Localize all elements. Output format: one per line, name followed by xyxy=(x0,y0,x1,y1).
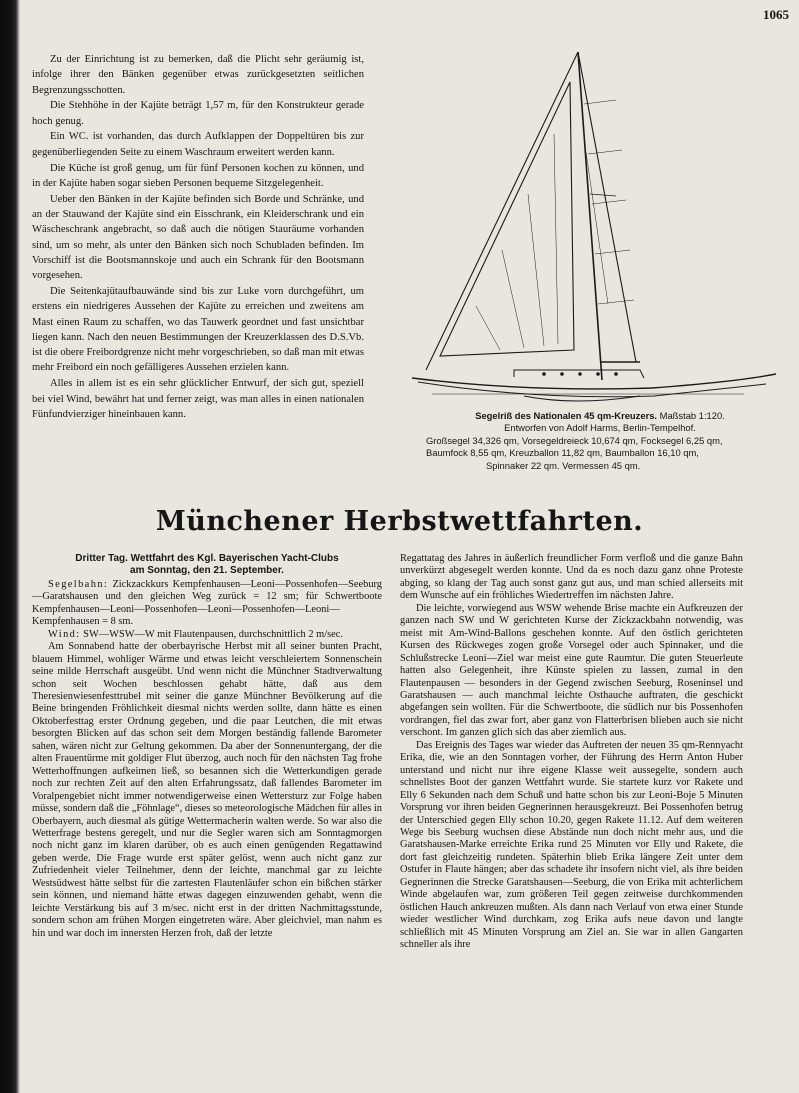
subheading-line-1: Dritter Tag. Wettfahrt des Kgl. Bayerischen Yacht-Clubs xyxy=(75,553,339,564)
paragraph: Regattatag des Jahres in äußerlich freundlicher Form verfloß und die ganze Bahn unverkürzt abgesegelt werden konnte. Und da es noch dazu ganz ohne Proteste abging, so klang der Tag auch sonst ganz gut aus, und man schied allerseits mit dem Wunsche auf ein fröhliches Wiedertreffen im nächsten Jahre. xyxy=(400,553,743,602)
wind-text: SW—WSW—W mit Flautenpausen, durchschnittlich 2 m/sec. xyxy=(80,628,343,640)
wind-paragraph xyxy=(32,629,382,641)
caption-specs xyxy=(420,435,780,472)
caption-title-line xyxy=(420,410,780,422)
course-label: Segelbahn: xyxy=(48,578,109,590)
paragraph: Die leichte, vorwiegend aus WSW wehende Brise machte ein Aufkreuzen der ganzen nach SW und W gerichteten Kurse der Zickzackbahn notwendig, was meist mit Am-Wind-Ballons geschehen konnte. Auf den östlich gerichteten Kursen des Rückweges zogen große Vorsegel oder auch Spinnaker, und die Schlußstrecke Leoni—Ziel war meist eine gute Raumtur. Die guten Steuerleute hatten also Gelegenheit, ihre Künste spielen zu lassen, zumal in den Flautenpausen — besonders in der Gegend zwischen Seeburg, Roseninsel und Garatshausen — auch manchmal leichte Osthauche auftraten, die geschickt abgefangen sein wollten. Für die Schwertboote, die südlich nur bis Possenhofen vordrangen, fiel das zwar fort, aber ganz von Flatterbrisen blieben auch sie nicht verschont. Im ganzen glich sich das aber ziemlich aus. xyxy=(400,602,743,739)
paragraph: Ueber den Bänken in der Kajüte befinden sich Borde und Schränke, und an der Stauwand der Kajüte sind ein Eisschrank, ein Kleiderschrank und ein Wäscheschrank angebracht, so daß auch die nötigen Stauräume vorhanden sind, um so mehr, als unter den Bänken sich noch Schubladen befinden. Im Vorschiff ist die Bootsmannskoje und auch ein Schrank für den Bootsmann vorgesehen. xyxy=(32,193,364,282)
wind-label: Wind: xyxy=(48,628,81,640)
subheading-line-2: am Sonntag, den 21. September. xyxy=(130,565,284,577)
paragraph: Die Stehhöhe in der Kajüte beträgt 1,57 m, für den Konstrukteur gerade hoch genug. xyxy=(32,100,364,127)
paragraph: Zu der Einrichtung ist zu bemerken, daß die Plicht sehr geräumig ist, infolge ihrer den Bänken gegenüber etwas zurückgesetzten seitlichen Begrenzungsschotten. xyxy=(32,54,364,96)
figure-caption xyxy=(420,410,780,472)
spec-line: Spinnaker 22 qm. Vermessen 45 qm. xyxy=(486,459,641,471)
article-title: Münchener Herbstwettfahrten. xyxy=(155,506,644,537)
course-paragraph xyxy=(32,579,382,629)
course-text: Zickzackkurs Kempfenhausen—Leoni—Possenhofen—Seeburg—Garatshausen und den gleichen Weg zurück = 12 sm; für Schwertboote Kempfenhausen—Leoni—Possenhofen—Leoni—Possenhofen—Leoni—Kempfenhausen = 8 sm. xyxy=(32,578,382,628)
paragraph: Die Seitenkajütaufbauwände sind bis zur Luke vorn durchgeführt, um erstens ein niedrigeres Aussehen der Kajüte zu erreichen und zweitens am Mast einen Raum zu schaffen, wo das Tauwerk geordnet und fast unsichtbar liegen kann. Nach den neuen Bestimmungen der Kreuzerklassen des D.S.Vb. ist die obere Freibordgrenze nicht mehr vorgeschrieben, so daß man mit etwas mehr Freibord ein noch gefälligeres Aussehen erzielen kann. xyxy=(32,285,364,374)
sail-plan-drawing-icon xyxy=(404,44,789,406)
article-right-column xyxy=(400,553,743,952)
spec-line: Baumfock 8,55 qm, Kreuzballon 11,82 qm, Baumballon 16,10 qm, xyxy=(426,447,699,459)
article-left-column xyxy=(32,553,382,940)
paragraph: Die Küche ist groß genug, um für fünf Personen kochen zu können, und in der Kajüte haben sogar sieben Personen bequeme Sitzgelegenheit. xyxy=(32,162,364,189)
paragraph: Ein WC. ist vorhanden, das durch Aufklappen der Doppeltüren bis zur gegenüberliegenden Seite zu einem Waschraum erweitert werden kann. xyxy=(32,131,364,158)
caption-author: Entworfen von Adolf Harms, Berlin-Tempelhof. xyxy=(504,422,696,434)
paragraph: Alles in allem ist es ein sehr glücklicher Entwurf, der sich gut, speziell bei viel Wind, bewährt hat und ferner zeigt, was man alles in einen nationalen Fünfundvierziger hineinbauen kann. xyxy=(32,378,364,420)
spec-line: Großsegel 34,326 qm, Vorsegeldreieck 10,674 qm, Focksegel 6,25 qm, xyxy=(426,434,723,446)
caption-scale: Maßstab 1:120. xyxy=(659,410,725,421)
intro-text-column xyxy=(32,52,364,423)
page-binding-shadow xyxy=(0,0,20,1093)
paragraph: Das Ereignis des Tages war wieder das Auftreten der neuen 35 qm-Rennyacht Erika, die, wie an den Sonntagen vorher, der Führung des Herrn Anton Huber unterstand und nicht nur ihre eigene Klasse weit aussegelte, sondern auch schnellstes Boot der ganzen Wettfahrt wurde. Sie startete kurz vor Rakete und Elly 6 Sekunden nach dem Schuß und hatte schon bis zur Leoni-Boje 5 Minuten Vorsprung vor ihren beiden Gegnerinnen herausgekreuzt. Bei Possenhofen betrug der Unterschied gegen Elly schon 10.20, gegen Rakete 11.12. Auf dem weiteren Wege bis Seeburg wuchsen diese Abstände nun doch nicht mehr aus, und die Garatshausen-Marke erreichte Erika rund 25 Minuten vor Elly und Rakete, die dort fast gleichzeitig rundeten. Späterhin blieb Erika längere Zeit unter dem Ostufer in Flaute hängen; aber das schadete ihr insofern nicht viel, als ihre beiden Gegnerinnen die Strecke Garatshausen—Seeburg, die von Erika mit achterlichem Winde abgelaufen war, zum größeren Teil gegen zeitweise durchkommenden östlichen Hauch ankreuzen mußten. Als dann nach Verlauf von etwa einer Stunde wieder westlicher Wind durchkam, zog Erika aufs neue davon und langte schließlich mit 45 Minuten Vorsprung am Ziel an. Sie war in allen Gangarten schneller als ihre xyxy=(400,739,743,951)
caption-title: Segelriß des Nationalen 45 qm-Kreuzers. xyxy=(475,410,658,421)
sail-plan-figure xyxy=(404,44,789,406)
page-number: 1065 xyxy=(763,7,789,22)
article-subheading xyxy=(32,553,382,578)
paragraph: Am Sonnabend hatte der oberbayrische Herbst mit all seiner bunten Pracht, blauem Himmel, wohliger Wärme und etwas leicht verschleiertem Sonnenschein seine milde Herrschaft ausgeübt. Und wenn nicht die Münchner Stadtverwaltung schon seit Wochen beschlossen gehabt hätte, daß aus dem Theresienwiesenfesttrubel mit seiner die ganze Münchner Bevölkerung auf die Beine bringenden Fröhlichkeit diesmal nichts werden sollte, dann hätte es einen Oktoberfesttag erster Ordnung gegeben, und die paar Leutchen, die mit etwas besorgten Blicken auf das schon seit dem Morgen beständig fallende Barometer sahen, wären nicht zur Geltung gekommen. Da aber der Sonnenuntergang, der die alten Frauentürme mit goldiger Flut überzog, auch noch für den nächsten Tag frohe Wetterhoffnungen aufkeimen ließ, so besannen sich die Wetterkundigen gerade noch zur rechten Zeit auf den alten Erfahrungssatz, daß fallendes Barometer im Voralpengebiet nicht immer notwendigerweise einen Wettersturz zur Folge haben müsse, sondern daß die „Föhnlage“, dieses so meteorologische Mädchen für alles in Oberbayern, auch diesmal als gütige Wettermacherin walten werde. So war also die Wetterfrage bestens geregelt, und nur die Segler waren sich am Sonntagmorgen noch nicht ganz im klaren darüber, ob es auch einen genügenden Regattawind geben werde. Die Frage wurde erst später gelöst, wenn auch nicht ganz zur Zufriedenheit vieler Teilnehmer, denn der leichte, manchmal gar zu leichte Westsüdwest hätte selbst für die zartesten Flautenläufer schon ein bißchen stärker sein können, und niemand hätte etwas dagegen einzuwenden gehabt, wenn die leichte Verstärkung bis auf 3 m/sec. nicht erst in der dritten Nachmittagsstunde, sondern schon am frühen Morgen eingetreten wäre. Aber gleichviel, man nahm es hin und war doch im innersten Herzen froh, daß der letzte xyxy=(32,641,382,939)
